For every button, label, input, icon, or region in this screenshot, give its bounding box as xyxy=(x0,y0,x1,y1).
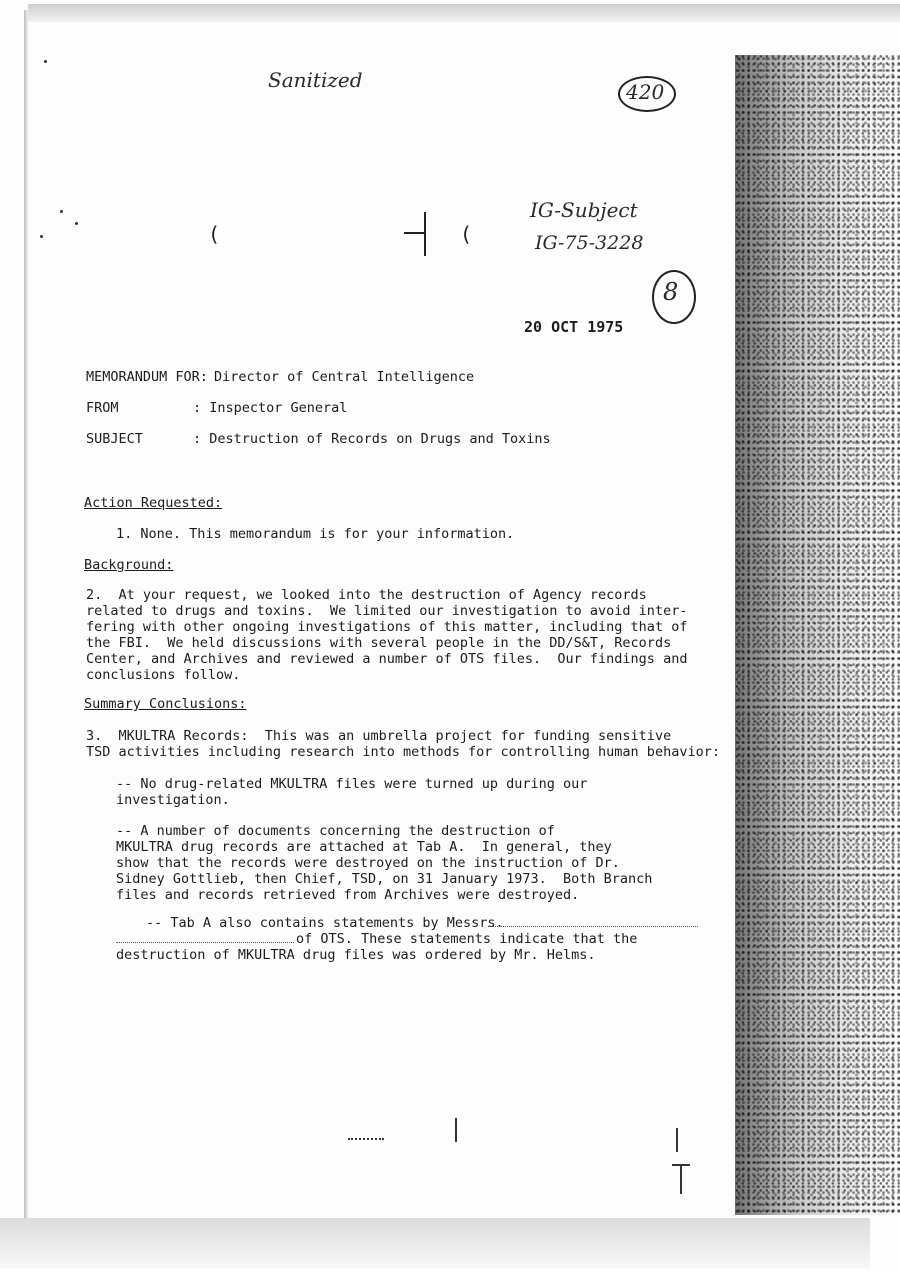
speck xyxy=(40,235,43,238)
scan-mark-bottom xyxy=(455,1118,457,1142)
speck xyxy=(75,222,78,225)
scan-noise-strip xyxy=(735,55,900,1215)
scan-mark-horizontal-line xyxy=(404,232,424,234)
from-value: : Inspector General xyxy=(193,400,348,416)
memo-for-label: MEMORANDUM FOR: xyxy=(86,369,208,385)
subject-label: SUBJECT xyxy=(86,431,143,447)
from-label: FROM xyxy=(86,400,119,416)
background-heading: Background: xyxy=(84,557,174,573)
bullet-3-line-2: of OTS. These statements indicate that the xyxy=(296,931,638,947)
redaction-line xyxy=(488,914,698,927)
scan-top-edge xyxy=(28,4,900,22)
speck xyxy=(44,60,47,63)
scan-mark-vertical-line xyxy=(424,212,426,256)
bullet-1: -- No drug-related MKULTRA files were turned up during our investigation. xyxy=(116,776,588,808)
scan-mark-paren-right: ( xyxy=(460,222,473,246)
doc-number-annotation: 420 xyxy=(626,80,665,104)
action-requested-heading: Action Requested: xyxy=(84,495,223,511)
summary-conclusions-heading: Summary Conclusions: xyxy=(84,696,247,712)
scan-mark-bottom-corner-stem xyxy=(680,1164,682,1194)
bullet-2: -- A number of documents concerning the destruction of MKULTRA drug records are attached at Tab A. In general, they show that the records were destroyed on the instruction of Dr. Sidney Gottlieb, then Chief, TSD, on 31 January 1973. Both Branch files and records retrieved from Archives were destroyed. xyxy=(116,823,653,903)
memo-for-value: Director of Central Intelligence xyxy=(214,369,475,385)
circled-number-annotation: 8 xyxy=(663,278,679,306)
paragraph-1: 1. None. This memorandum is for your information. xyxy=(116,526,515,542)
scan-mark-bottom-dots xyxy=(348,1138,384,1140)
subject-value: : Destruction of Records on Drugs and Toxins xyxy=(193,431,551,447)
scan-mark-paren-left: ( xyxy=(208,222,221,246)
paragraph-3: 3. MKULTRA Records: This was an umbrella project for funding sensitive TSD activities including research into methods for controlling human behavior: xyxy=(86,728,720,760)
paragraph-2: 2. At your request, we looked into the destruction of Agency records related to drugs and toxins. We limited our investigation to avoid inter- fering with other ongoing investigations of this matter, including that of the FBI. We held discussions with several people in the DD/S&T, Records Center, and Archives and reviewed a number of OTS files. Our findings and conclusions follow. xyxy=(86,587,688,683)
scan-mark-bottom-right xyxy=(676,1128,678,1152)
bullet-3-line-3: destruction of MKULTRA drug files was ordered by Mr. Helms. xyxy=(116,947,596,963)
scan-bottom-edge xyxy=(0,1218,870,1268)
sanitized-annotation: Sanitized xyxy=(268,68,363,92)
memo-date: 20 OCT 1975 xyxy=(524,318,624,336)
bullet-3-line-1: -- Tab A also contains statements by Messrs. xyxy=(146,915,504,931)
redaction-line xyxy=(116,930,294,943)
speck xyxy=(60,210,63,213)
ig-number-annotation: IG-75-3228 xyxy=(535,232,644,254)
ig-subject-annotation: IG-Subject xyxy=(530,198,638,222)
scan-left-edge xyxy=(24,10,28,1225)
